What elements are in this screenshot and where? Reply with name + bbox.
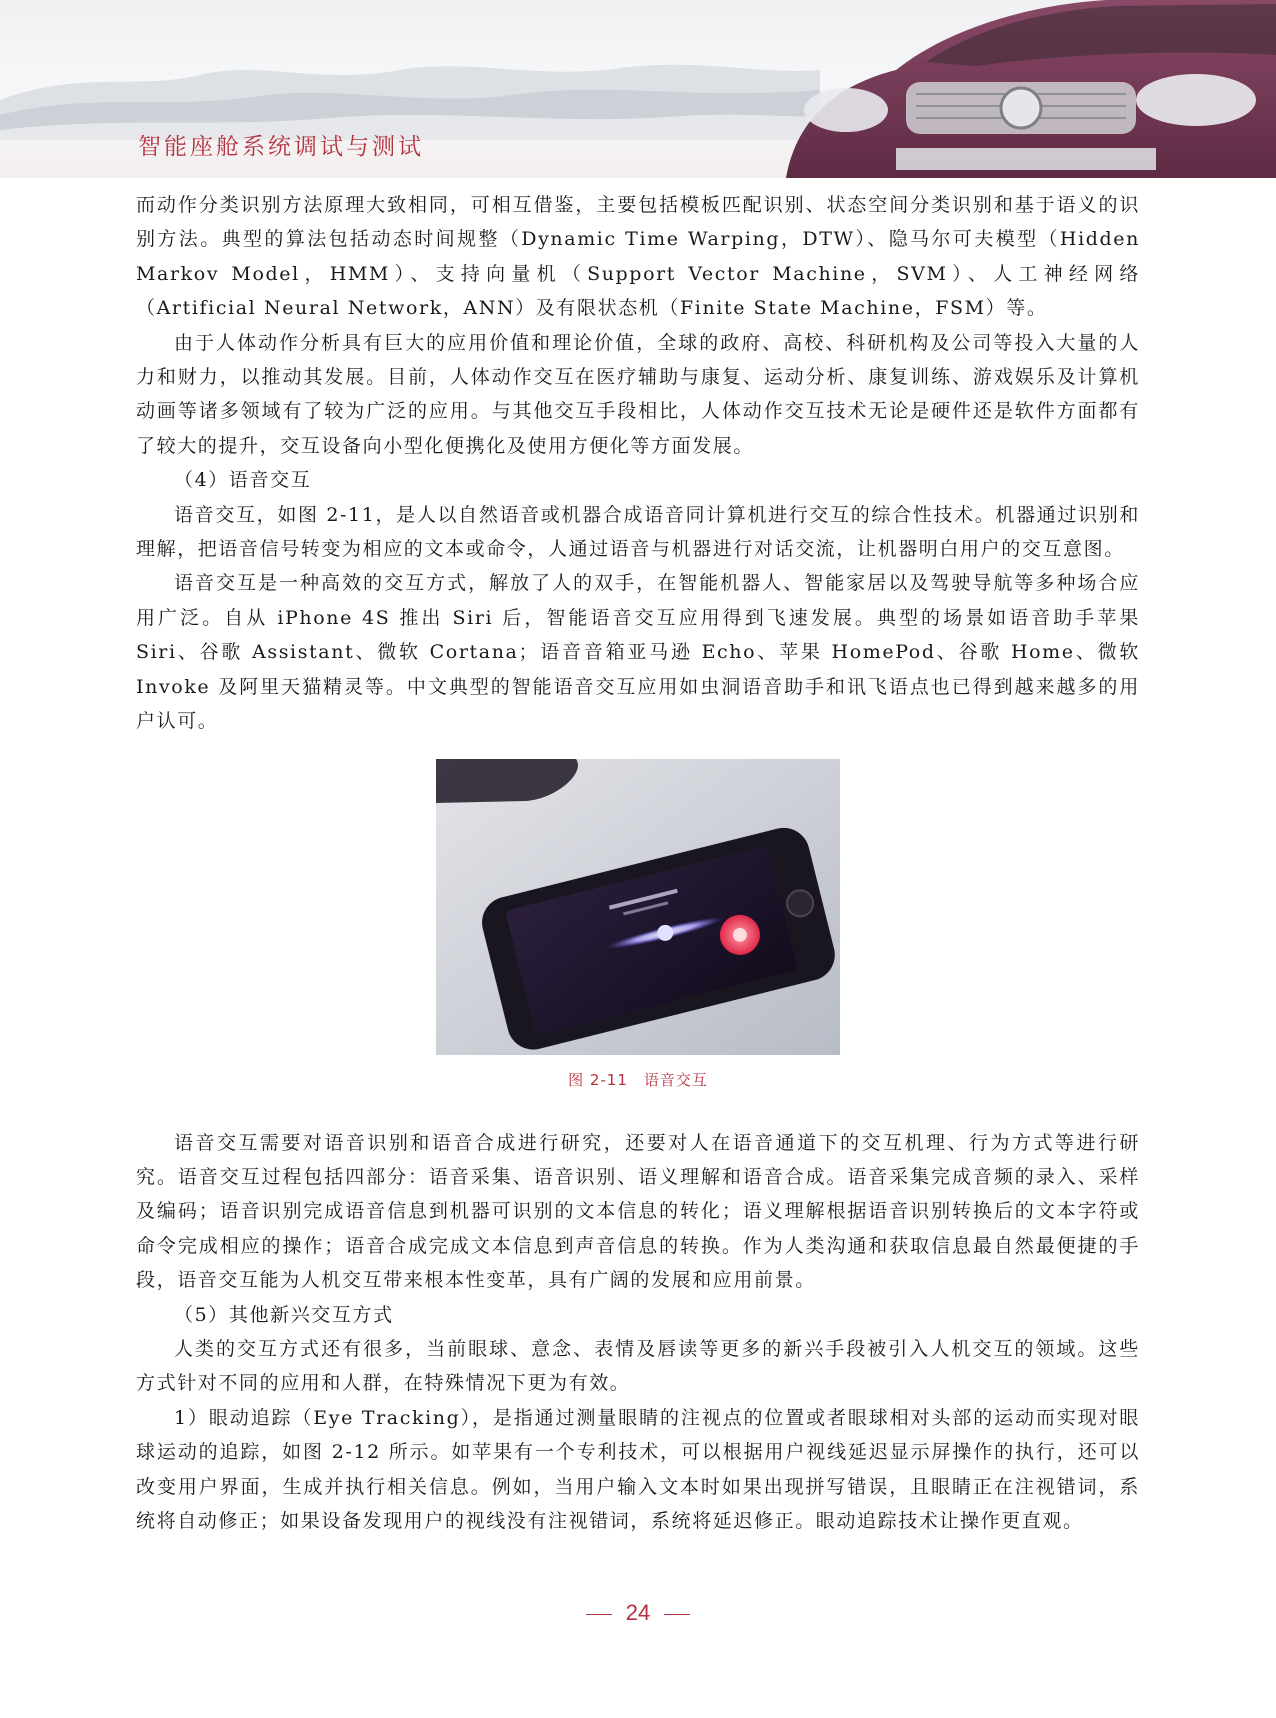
main-content (136, 188, 1140, 1538)
paragraph: 人类的交互方式还有很多，当前眼球、意念、表情及唇读等更多的新兴手段被引入人机交互的领域。这些方式针对不同的应用和人群，在特殊情况下更为有效。 (136, 1337, 1140, 1395)
section-heading: （4）语音交互 (174, 469, 312, 492)
page-number (0, 1600, 1276, 1626)
paragraph: 语音交互是一种高效的交互方式，解放了人的双手，在智能机器人、智能家居以及驾驶导航等多种场合应用广泛。自从 iPhone 4S 推出 Siri 后，智能语音交互应用得到飞速发展。典型的场景如语音助手苹果 Siri、谷歌 Assistant、微软 Cortana；语音音箱亚马逊 Echo、苹果 HomePod、谷歌 Home、微软 Invoke 及阿里天猫精灵等。中文典型的智能语音交互应用如虫洞语音助手和讯飞语点也已得到越来越多的用户认可。 (136, 572, 1140, 733)
page-number-value: 24 (625, 1600, 651, 1625)
book-title: 智能座舱系统调试与测试 (138, 134, 424, 160)
paragraph: 而动作分类识别方法原理大致相同，可相互借鉴，主要包括模板匹配识别、状态空间分类识别和基于语义的识别方法。典型的算法包括动态时间规整（Dynamic Time Warping，DTW）、隐马尔可夫模型（Hidden Markov Model，HMM）、支持向量机（Support Vector Machine，SVM）、人工神经网络（Artificial Neural Network，ANN）及有限状态机（Finite State Machine，FSM）等。 (136, 194, 1140, 320)
car-illustration (776, 0, 1276, 178)
mountain-mist-illustration (0, 30, 820, 140)
voice-interaction-photo (436, 759, 840, 1055)
page-header (0, 0, 1276, 178)
paragraph: 1）眼动追踪（Eye Tracking），是指通过测量眼睛的注视点的位置或者眼球相对头部的运动而实现对眼球运动的追踪，如图 2-12 所示。如苹果有一个专利技术，可以根据用户视线延迟显示屏操作的执行，还可以改变用户界面，生成并执行相关信息。例如，当用户输入文本时如果出现拼写错误，且眼睛正在注视错词，系统将自动修正；如果设备发现用户的视线没有注视错词，系统将延迟修正。眼动追踪技术让操作更直观。 (136, 1406, 1140, 1532)
paragraph: 语音交互需要对语音识别和语音合成进行研究，还要对人在语音通道下的交互机理、行为方式等进行研究。语音交互过程包括四部分：语音采集、语音识别、语义理解和语音合成。语音采集完成音频的录入、采样及编码；语音识别完成语音信息到机器可识别的文本信息的转化；语义理解根据语音识别转换后的文本字符或命令完成相应的操作；语音合成完成文本信息到声音信息的转换。作为人类沟通和获取信息最自然最便捷的手段，语音交互能为人机交互带来根本性变革，具有广阔的发展和应用前景。 (136, 1131, 1140, 1292)
page-number-rule-left (586, 1614, 612, 1615)
paragraph: 由于人体动作分析具有巨大的应用价值和理论价值，全球的政府、高校、科研机构及公司等投入大量的人力和财力，以推动其发展。目前，人体动作交互在医疗辅助与康复、运动分析、康复训练、游戏娱乐及计算机动画等诸多领域有了较为广泛的应用。与其他交互手段相比，人体动作交互技术无论是硬件还是软件方面都有了较大的提升，交互设备向小型化便携化及使用方便化等方面发展。 (136, 331, 1140, 457)
figure-number: 图 2-11 (568, 1070, 628, 1089)
section-heading: （5）其他新兴交互方式 (174, 1303, 394, 1326)
figure-caption (136, 1069, 1140, 1090)
paragraph: 语音交互，如图 2-11，是人以自然语音或机器合成语音同计算机进行交互的综合性技术。机器通过识别和理解，把语音信号转变为相应的文本或命令，人通过语音与机器进行对话交流，让机器明白用户的交互意图。 (136, 503, 1140, 561)
page-number-rule-right (664, 1614, 690, 1615)
figure-title: 语音交互 (643, 1070, 708, 1089)
smartphone-illustration (436, 759, 840, 1055)
